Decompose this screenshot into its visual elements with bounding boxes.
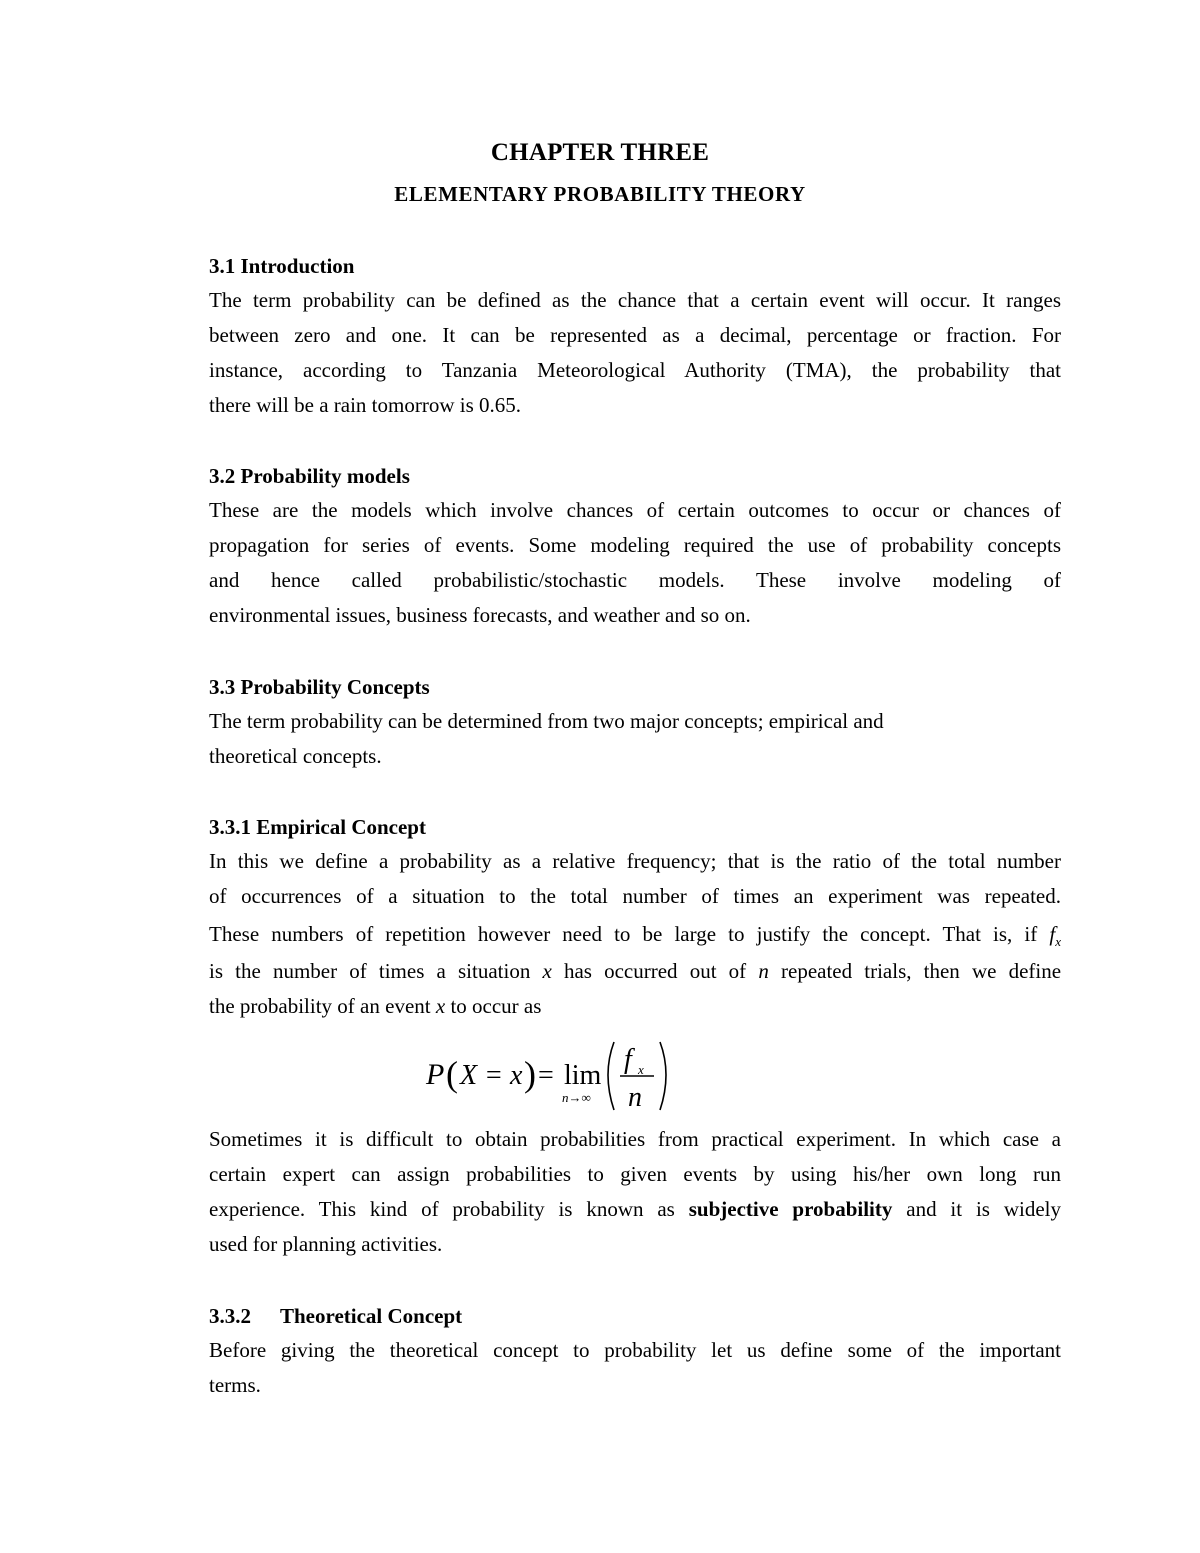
section-heading-3-1: 3.1 Introduction xyxy=(209,254,355,278)
section-heading-3-3-2 xyxy=(209,1304,462,1329)
math-variable-n: n xyxy=(758,959,769,983)
section-heading-3-2: 3.2 Probability models xyxy=(209,464,410,488)
paragraph-line: there will be a rain tomorrow is 0.65. xyxy=(209,393,522,417)
math-variable-x: x xyxy=(542,959,552,983)
paragraph-line: Before giving the theoretical concept to probability let us define some of the important xyxy=(209,1338,1061,1362)
paragraph-line: The term probability can be defined as the chance that a certain event will occur. It ranges xyxy=(209,288,1061,312)
paragraph-line: In this we define a probability as a relative frequency; that is the ratio of the total number xyxy=(209,849,1061,873)
formula-p: P xyxy=(426,1058,445,1091)
paragraph-line: used for planning activities. xyxy=(209,1232,443,1256)
line-text: repeated trials, then we define xyxy=(781,959,1062,983)
paragraph-line xyxy=(209,914,1061,954)
section-heading-3-3: 3.3 Probability Concepts xyxy=(209,675,430,699)
formula-big-open-paren xyxy=(608,1042,614,1110)
section-body-3-3-1-continued xyxy=(209,1122,1061,1262)
paragraph-line: and hence called probabilistic/stochastic models. These involve modeling of xyxy=(209,568,1061,592)
formula-close-paren: ) xyxy=(524,1054,536,1094)
line-text: is the number of times a situation xyxy=(209,959,531,983)
paragraph-line: between zero and one. It can be represented as a decimal, percentage or fraction. For xyxy=(209,323,1061,347)
paragraph-line: theoretical concepts. xyxy=(209,744,382,768)
formula-numerator-subscript: x xyxy=(638,1062,644,1077)
section-body-3-3 xyxy=(209,704,1061,774)
formula-big-close-paren xyxy=(660,1042,666,1110)
section-body-3-3-2 xyxy=(209,1333,1061,1403)
paragraph-line: of occurrences of a situation to the total number of times an experiment was repeated. xyxy=(209,884,1061,908)
formula-lim: lim xyxy=(564,1060,602,1091)
line-text: to occur as xyxy=(450,994,542,1018)
formula-lhs-inner: X = x xyxy=(460,1060,523,1091)
section-body-3-2 xyxy=(209,493,1061,633)
line-text: and it is widely xyxy=(906,1197,1061,1221)
paragraph-line xyxy=(209,989,1061,1024)
paragraph-line: The term probability can be determined from two major concepts; empirical and xyxy=(209,709,884,733)
math-variable-x: x xyxy=(435,994,446,1018)
formula-open-paren: ( xyxy=(446,1054,458,1094)
paragraph-line: These are the models which involve chances of certain outcomes to occur or chances of xyxy=(209,498,1061,522)
paragraph-line xyxy=(209,954,1061,989)
line-text: experience. This kind of probability is known as xyxy=(209,1197,675,1221)
paragraph-line: propagation for series of events. Some modeling required the use of probability concepts xyxy=(209,533,1061,557)
paragraph-line: environmental issues, business forecasts, and weather and so on. xyxy=(209,603,751,627)
chapter-title: CHAPTER THREE xyxy=(490,139,710,166)
paragraph-line: terms. xyxy=(209,1373,261,1397)
section-title: Theoretical Concept xyxy=(280,1304,463,1328)
paragraph-line xyxy=(209,1192,1061,1227)
math-variable-f: f xyxy=(1049,922,1056,946)
line-text: has occurred out of xyxy=(563,959,747,983)
section-body-3-1 xyxy=(209,283,1061,423)
paragraph-line: instance, according to Tanzania Meteorological Authority (TMA), the probability that xyxy=(209,358,1061,382)
math-subscript-x: x xyxy=(1055,934,1062,950)
formula-equals: = xyxy=(538,1060,554,1091)
formula-svg xyxy=(420,1036,680,1116)
formula-lim-subscript: n→∞ xyxy=(562,1090,591,1105)
section-number: 3.3.2 xyxy=(209,1304,251,1328)
formula-numerator: f xyxy=(624,1044,632,1075)
chapter-subtitle: ELEMENTARY PROBABILITY THEORY xyxy=(394,182,806,206)
paragraph-line: certain expert can assign probabilities to given events by using his/her own long run xyxy=(209,1162,1061,1186)
section-heading-3-3-1: 3.3.1 Empirical Concept xyxy=(209,815,426,839)
line-text: These numbers of repetition however need to be large to justify the concept. That is, if xyxy=(209,922,1038,946)
emphasis-term: subjective probability xyxy=(688,1197,893,1221)
formula-denominator: n xyxy=(628,1082,642,1113)
line-text: the probability of an event xyxy=(209,994,431,1018)
paragraph-line: Sometimes it is difficult to obtain probabilities from practical experiment. In which case a xyxy=(209,1127,1061,1151)
section-body-3-3-1 xyxy=(209,844,1061,1024)
probability-limit-formula xyxy=(420,1036,680,1116)
